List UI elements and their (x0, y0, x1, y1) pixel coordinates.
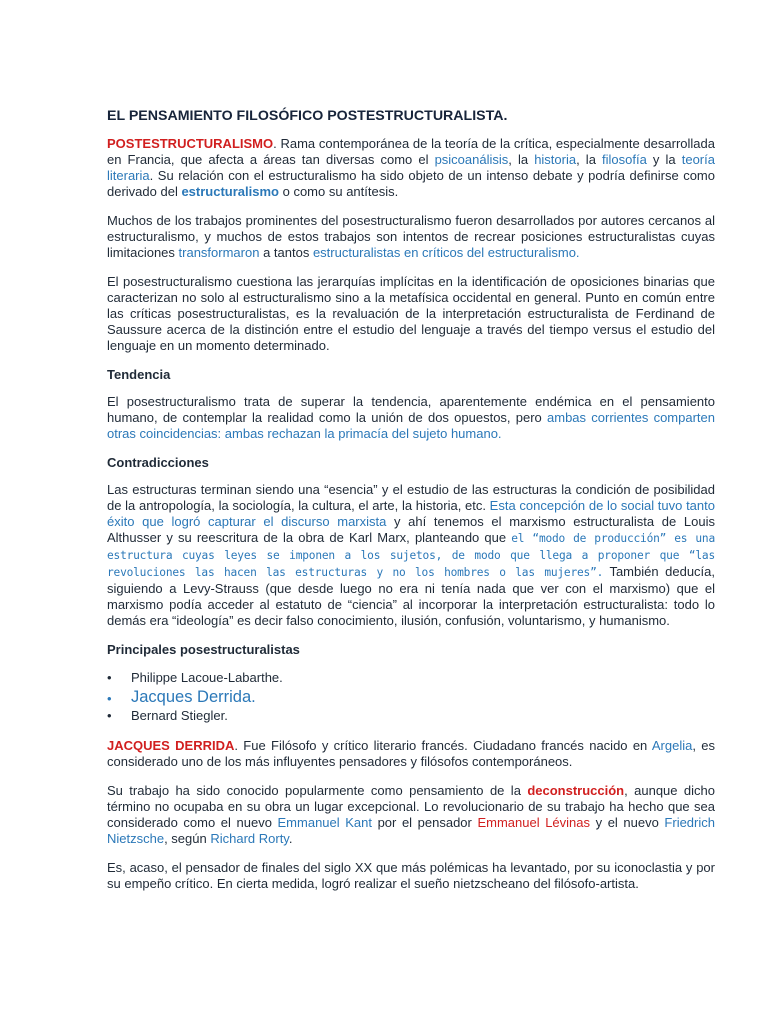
paragraph-deconstruccion: Su trabajo ha sido conocido popularmente como pensamiento de la deconstrucción, aunque dicho término no ocupaba en su obra un lugar excepcional. Lo revolucionario de su trabajo ha hecho que sea considerado como el nuevo Emmanuel Kant por el pensador Emmanuel Lévinas y el nuevo Friedrich Nietzsche, según Richard Rorty. (107, 783, 715, 846)
link-argelia[interactable]: Argelia (651, 738, 693, 753)
link-concepcion-social[interactable]: Esta concepción de lo social tuvo tanto éxito que logró capturar el discurso marxista (107, 498, 715, 529)
heading-contradicciones: Contradicciones (107, 455, 209, 470)
link-modo-produccion[interactable]: el “modo de producción” es una estructura cuyas leyes se imponen a los sujetos, de modo que llega a proponer que “las revoluciones las hacen las estructuras y no los hombres o las mujeres”. (107, 532, 715, 579)
paragraph-derrida: JACQUES DERRIDA. Fue Filósofo y crítico literario francés. Ciudadano francés nacido en Argelia, es considerado uno de los más influyentes pensadores y filósofos contemporáneos. (107, 738, 715, 769)
term-jacques-derrida: JACQUES DERRIDA (107, 738, 235, 753)
page-title: EL PENSAMIENTO FILOSÓFICO POSTESTRUCTURALISTA. (107, 108, 508, 124)
heading-principales: Principales posestructuralistas (107, 642, 300, 657)
link-jacques-derrida[interactable]: Jacques Derrida. (131, 688, 256, 706)
heading-tendencia: Tendencia (107, 367, 171, 382)
link-historia[interactable]: historia (534, 152, 577, 167)
bullet-icon: • (107, 670, 112, 685)
term-postestructuralismo: POSTESTRUCTURALISMO (107, 136, 274, 151)
paragraph-iconoclastia: Es, acaso, el pensador de finales del siglo XX que más polémicas ha levantado, por su iconoclastia y por su empeño crítico. En cierta medida, logró realizar el sueño nietzscheano del filósofo-artista. (107, 860, 715, 891)
link-emmanuel-levinas[interactable]: Emmanuel Lévinas (477, 815, 591, 830)
link-estructuralistas-criticos[interactable]: estructuralistas en críticos del estructuralismo. (312, 245, 580, 260)
link-ambas-corrientes[interactable]: ambas corrientes comparten otras coincidencias: ambas rechazan la primacía del sujeto humano. (107, 410, 715, 441)
paragraph-trabajos: Muchos de los trabajos prominentes del posestructuralismo fueron desarrollados por autores cercanos al estructuralismo, y muchos de estos trabajos son intentos de recrear posiciones estructuralistas cuyas limitaciones transformaron a tantos estructuralistas en críticos del estructuralismo. (107, 213, 715, 260)
link-estructuralismo[interactable]: estructuralismo (181, 184, 279, 199)
paragraph-tendencia: El posestructuralismo trata de superar la tendencia, aparentemente endémica en el pensamiento humano, de contemplar la realidad como la unión de dos opuestos, pero ambas corrientes comparten otras coincidencias: ambas rechazan la primacía del sujeto humano. (107, 394, 715, 441)
link-friedrich-nietzsche[interactable]: Friedrich Nietzsche (107, 815, 715, 846)
paragraph-jerarquias: El posestructuralismo cuestiona las jerarquías implícitas en la identificación de oposiciones binarias que caracterizan no solo al estructuralismo sino a la metafísica occidental en general. Punto en común entre las críticas posestructuralistas, es la revaluación de la interpretación estructuralista de Ferdinand de Saussure acerca de la distinción entre el estudio del lenguaje a través del tiempo versus el estudio del lenguaje en un momento determinado. (107, 274, 715, 353)
link-richard-rorty[interactable]: Richard Rorty (210, 831, 289, 846)
bullet-icon: • (107, 708, 112, 723)
list-item: • Philippe Lacoue-Labarthe. (107, 670, 283, 685)
document-body (107, 108, 715, 892)
list-item: • Bernard Stiegler. (107, 708, 228, 723)
link-psicoanalisis[interactable]: psicoanálisis (434, 152, 509, 167)
link-transformaron[interactable]: transformaron (178, 245, 260, 260)
link-deconstruccion[interactable]: deconstrucción (527, 783, 625, 798)
paragraph-contradicciones: Las estructuras terminan siendo una “esencia” y el estudio de las estructuras la condición de posibilidad de la antropología, la sociología, la cultura, el arte, la historia, etc. Esta concepción de lo social tuvo tanto éxito que logró capturar el discurso marxista y ahí tenemos el marxismo estructuralista de Louis Althusser y su reescritura de la obra de Karl Marx, planteando que el “modo de producción” es una estructura cuyas leyes se imponen a los sujetos, de modo que llega a proponer que “las revoluciones las hacen las estructuras y no los hombres o las mujeres”. También deducía, siguiendo a Levy-Strauss (que desde luego no era ni tenía nada que ver con el marxismo) que el marxismo podía acceder al estatuto de “ciencia” al incorporar la interpretación estructuralista: todo lo demás era “ideología” es decir falso conocimiento, ilusión, confusión, voluntarismo, y humanismo. (107, 482, 715, 628)
link-emmanuel-kant[interactable]: Emmanuel Kant (277, 815, 372, 830)
link-filosofia[interactable]: filosofía (602, 152, 647, 167)
paragraph-intro: POSTESTRUCTURALISMO. Rama contemporánea de la teoría de la crítica, especialmente desarrollada en Francia, que afecta a áreas tan diversas como el psicoanálisis, la historia, la filosofía y la teoría literaria. Su relación con el estructuralismo ha sido objeto de un intenso debate y podría definirse como derivado del estructuralismo o como su antítesis. (107, 136, 715, 199)
link-teoria-literaria[interactable]: teoría literaria (107, 152, 715, 183)
list-item[interactable] (107, 687, 715, 707)
list-posestructuralistas (107, 669, 715, 725)
bullet-icon: • (107, 691, 112, 706)
